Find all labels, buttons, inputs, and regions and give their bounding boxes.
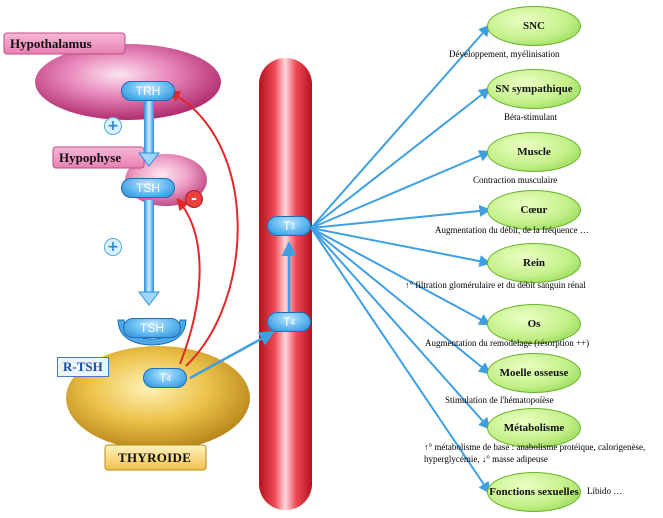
t3-circulation-pill <box>267 216 311 236</box>
t3-circulation-subscript: 3 <box>290 221 295 231</box>
r-tsh-label: R-TSH <box>57 357 109 377</box>
t3-arrow-muscle <box>311 152 489 228</box>
t4-thyroid-subscript: 4 <box>166 373 171 383</box>
stimulation-sign-trh: + <box>104 117 122 135</box>
t4-thyroid-symbol: T <box>159 371 167 385</box>
tsh-pituitary-pill: TSH <box>121 178 175 198</box>
effect-rein: ↑° filtration glomérulaire et du débit sanguin rénal <box>405 280 586 290</box>
t4-circulation-pill <box>267 312 311 332</box>
effect-sn-sympathique: Béta-stimulant <box>504 112 557 122</box>
feedback-to-pituitary <box>178 200 200 364</box>
hypophyse-label: Hypophyse <box>59 150 122 165</box>
organ-node-fonctions-sexuelles: Fonctions sexuelles <box>487 472 581 512</box>
effect-fonctions-sexuelles: Libido … <box>587 486 623 496</box>
effect-snc: Développement, myélinisation <box>449 49 560 59</box>
t3-arrow-os <box>311 228 489 324</box>
tsh-to-thyroid-stem <box>144 200 154 294</box>
thyroide-label: THYROIDE <box>118 450 192 465</box>
organ-node-moelle-osseuse: Moelle osseuse <box>487 353 581 393</box>
t3-circulation-symbol: T <box>283 219 291 233</box>
t3-arrow-sn-sympathique <box>311 89 489 228</box>
t4-circulation-symbol: T <box>283 315 291 329</box>
trh-pill: TRH <box>121 81 175 101</box>
blood-vessel <box>259 58 312 510</box>
tsh-receptor-pill: TSH <box>123 318 181 338</box>
t3-target-arrows <box>311 26 489 492</box>
organ-node-coeur: Cœur <box>487 190 581 230</box>
t4-circulation-subscript: 4 <box>290 317 295 327</box>
effect-moelle-osseuse: Stimulation de l'hématopoïèse <box>445 395 554 405</box>
hypothalamus-label: Hypothalamus <box>10 36 92 51</box>
organ-node-snc: SNC <box>487 6 581 46</box>
effect-muscle: Contraction musculaire <box>473 175 558 185</box>
inhibition-sign: - <box>185 190 203 208</box>
effect-metabolisme: ↑° métabolisme de base : anabolisme protéique, calorigenèse, hyperglycémie, ↓° masse adipeuse <box>424 442 646 464</box>
t3-arrow-moelle-osseuse <box>311 228 489 373</box>
tsh-to-thyroid-arrowhead <box>139 292 159 305</box>
trh-to-tsh-stem <box>144 100 154 155</box>
organ-node-rein: Rein <box>487 243 581 283</box>
t4-thyroid-pill <box>143 368 187 388</box>
stimulation-sign-tsh: + <box>104 238 122 256</box>
effect-os: Augmentation du remodelage (résorption ++) <box>425 338 590 348</box>
organ-node-sn-sympathique: SN sympathique <box>487 69 581 109</box>
organ-node-os: Os <box>487 304 581 344</box>
effect-coeur: Augmentation du débit, de la fréquence … <box>435 225 589 235</box>
organ-node-muscle: Muscle <box>487 132 581 172</box>
organ-node-metabolisme: Métabolisme <box>487 408 581 448</box>
